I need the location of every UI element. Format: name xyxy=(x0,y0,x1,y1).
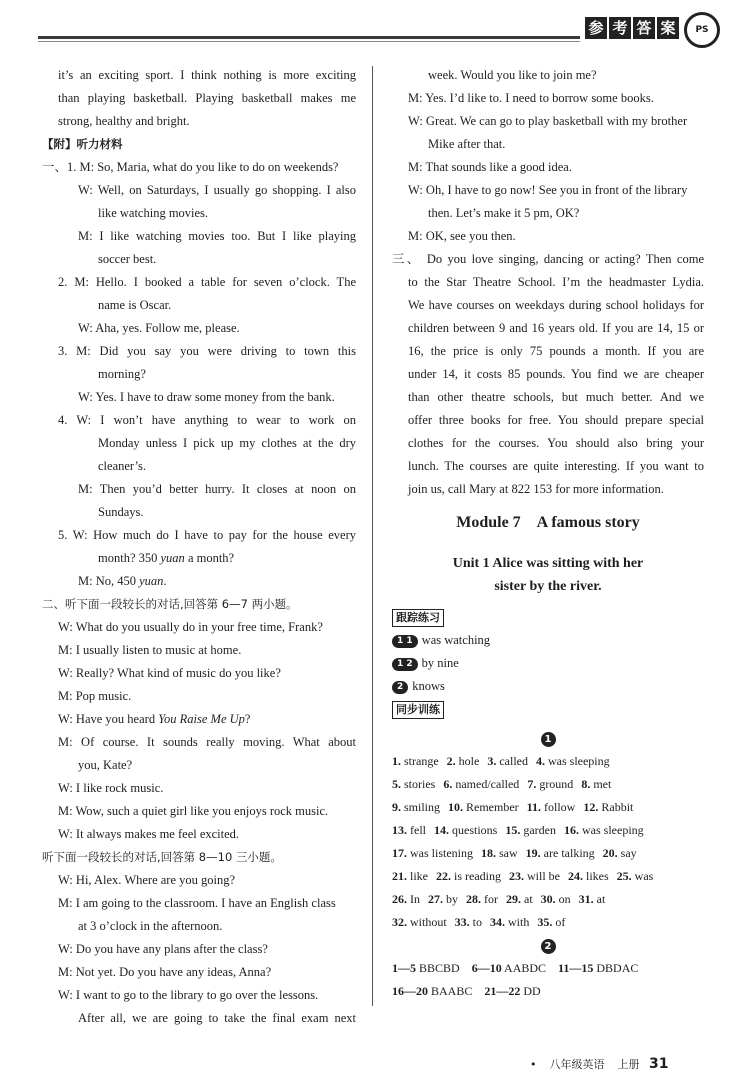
answer-number: 6—10 xyxy=(471,961,502,975)
answer-row xyxy=(392,911,704,934)
answer-number: 13. xyxy=(392,823,407,837)
text-line: M: Of course. It sounds really moving. What about xyxy=(58,735,356,749)
text-line: Monday unless I pick up my clothes at the dry xyxy=(98,436,356,450)
answer-number: 32. xyxy=(392,915,407,929)
track-num-badge: 2 xyxy=(392,681,408,694)
answer-text: Remember xyxy=(463,800,519,814)
text-line: under 14, it costs 85 pounds. You find we are cheaper xyxy=(408,367,704,381)
track-answer: by nine xyxy=(421,656,459,670)
answer-text: was xyxy=(631,869,654,883)
answer-text: was sleeping xyxy=(579,823,644,837)
answer-number: 19. xyxy=(525,846,541,860)
answer-text: fell xyxy=(407,823,426,837)
text-line: After all, we are going to take the final exam next xyxy=(78,1011,356,1025)
text-line: W: What do you usually do in your free time, Frank? xyxy=(58,620,323,634)
answer-text: at xyxy=(593,892,606,906)
track-answer: was watching xyxy=(421,633,491,647)
answer-row xyxy=(392,773,704,796)
text-line: W: Do you have any plans after the class? xyxy=(58,942,268,956)
answer-text: called xyxy=(496,754,528,768)
track-item xyxy=(392,629,704,652)
text-fragment: W: Have you heard xyxy=(58,712,156,726)
text-line: Mike after that. xyxy=(428,137,506,151)
text-line: M: That sounds like a good idea. xyxy=(408,160,572,174)
answer-number: 18. xyxy=(481,846,496,860)
answer-text: named/called xyxy=(452,777,520,791)
answer-text: with xyxy=(505,915,530,929)
answer-number: 31. xyxy=(578,892,594,906)
answer-text: on xyxy=(555,892,571,906)
answer-text: garden xyxy=(520,823,556,837)
answer-number: 20. xyxy=(602,846,618,860)
answer-text: BAABC xyxy=(428,984,473,998)
text-line: cleaner’s. xyxy=(98,459,147,473)
text-line: lunch. The courses are quite interesting. If you want to xyxy=(408,459,704,473)
text-line: W: Really? What kind of music do you like? xyxy=(58,666,281,680)
track-item xyxy=(392,652,704,675)
header-rule xyxy=(38,36,580,39)
logo-text: PS xyxy=(695,24,709,35)
text-line: week. Would you like to join me? xyxy=(428,68,597,82)
answer-row xyxy=(392,980,704,1003)
yuan-word: yuan xyxy=(160,551,185,565)
text-line: clothes for the courses. You should also bring your xyxy=(408,436,704,450)
part-one-badge: 1 xyxy=(541,732,556,747)
answer-number: 33. xyxy=(454,915,470,929)
unit-title: sister by the river. xyxy=(494,579,602,594)
text-line: offer three books for free. You should prepare special xyxy=(408,413,704,427)
answer-text: strange xyxy=(401,754,439,768)
answer-text: without xyxy=(407,915,447,929)
header-char: 参 xyxy=(585,17,607,39)
answer-number: 4. xyxy=(535,754,545,768)
answer-number: 16. xyxy=(564,823,579,837)
text-line: join us, call Mary at 822 153 for more information. xyxy=(408,482,664,496)
section-heading: 听下面一段较长的对话,回答第 8—10 三小题。 xyxy=(42,850,282,864)
text-line: 三、 Do you love singing, dancing or acting? Then come xyxy=(392,252,704,266)
text-line: W: Well, on Saturdays, I usually go shopping. I also xyxy=(78,183,356,197)
text-line: strong, healthy and bright. xyxy=(58,114,190,128)
sync-training-label: 同步训练 xyxy=(392,701,444,719)
sync-label-row xyxy=(392,698,704,721)
unit-title: Unit 1 Alice was sitting with her xyxy=(452,556,644,571)
answer-text: DBDAC xyxy=(593,961,639,975)
track-label-row xyxy=(392,606,704,629)
track-answer: knows xyxy=(412,679,445,693)
text-line xyxy=(42,570,356,593)
text-fragment: ? xyxy=(244,712,251,726)
part-two-badge: 2 xyxy=(541,939,556,954)
answer-number: 24. xyxy=(568,869,583,883)
text-line: M: Yes. I’d like to. I need to borrow some books. xyxy=(408,91,654,105)
answer-row xyxy=(392,865,704,888)
text-line: to the Star Theatre School. I’m the headmaster Lydia. xyxy=(408,275,704,289)
publisher-logo-icon xyxy=(684,12,720,48)
text-line: like watching movies. xyxy=(98,206,209,220)
track-num-badge: 1 1 xyxy=(392,635,418,648)
answer-row xyxy=(392,819,704,842)
answer-text: like xyxy=(407,869,428,883)
text-line: 16, the price is only 75 pounds a month. If you are xyxy=(408,344,704,358)
answer-number: 11. xyxy=(526,800,542,814)
footer-grade: 八年级英语 xyxy=(549,1058,605,1071)
left-column xyxy=(42,64,356,1030)
answer-text: questions xyxy=(449,823,498,837)
text-line: morning? xyxy=(98,367,146,381)
header-char: 考 xyxy=(609,17,631,39)
track-practice-label: 跟踪练习 xyxy=(392,609,444,627)
answer-number: 12. xyxy=(583,800,599,814)
part-number xyxy=(392,934,704,957)
text-fragment: a month? xyxy=(187,551,235,565)
answer-number: 5. xyxy=(392,777,401,791)
text-line: W: I want to go to the library to go over the lessons. xyxy=(58,988,319,1002)
answer-number: 28. xyxy=(466,892,481,906)
text-line: 5. W: How much do I have to pay for the house every xyxy=(58,528,356,542)
text-line: M: I am going to the classroom. I have an English class xyxy=(58,896,336,910)
answer-number: 29. xyxy=(506,892,521,906)
answer-number: 34. xyxy=(490,915,506,929)
answer-text: to xyxy=(469,915,483,929)
answer-number: 35. xyxy=(537,915,553,929)
text-line xyxy=(42,547,356,570)
section-heading: 二、听下面一段较长的对话,回答第 6—7 两小题。 xyxy=(42,597,298,611)
answer-text: AABDC xyxy=(501,961,547,975)
answer-text: was sleeping xyxy=(544,754,610,768)
answer-number: 8. xyxy=(581,777,591,791)
answer-number: 6. xyxy=(443,777,453,791)
footer-volume: 上册 xyxy=(617,1058,640,1071)
answer-number: 26. xyxy=(392,892,407,906)
text-line: soccer best. xyxy=(98,252,157,266)
text-line: children between 9 and 16 years old. If you are 14, 15 or xyxy=(408,321,704,335)
part-number xyxy=(392,727,704,750)
text-line: M: OK, see you then. xyxy=(408,229,516,243)
text-line: W: I like rock music. xyxy=(58,781,164,795)
text-line: than playing basketball. Playing basketball makes me xyxy=(58,91,356,105)
part2-answers xyxy=(392,957,704,1003)
answer-text: likes xyxy=(583,869,609,883)
answer-number: 14. xyxy=(434,823,449,837)
answer-text: saw xyxy=(496,846,518,860)
text-line: M: I like watching movies too. But I like playing xyxy=(78,229,356,243)
answer-text: is reading xyxy=(451,869,501,883)
answer-row xyxy=(392,888,704,911)
answer-row xyxy=(392,957,704,980)
answer-number: 1—5 xyxy=(392,961,416,975)
text-line: M: Then you’d better hurry. It closes at noon on xyxy=(78,482,356,496)
text-line: W: Yes. I have to draw some money from the bank. xyxy=(78,390,335,404)
text-line: name is Oscar. xyxy=(98,298,172,312)
text-line: then. Let’s make it 5 pm, OK? xyxy=(428,206,580,220)
text-line: M: Pop music. xyxy=(58,689,132,703)
answer-text: In xyxy=(407,892,420,906)
yuan-word: yuan xyxy=(139,574,164,588)
answer-text: DD xyxy=(520,984,541,998)
text-line: at 3 o’clock in the afternoon. xyxy=(78,919,223,933)
text-line: W: Aha, yes. Follow me, please. xyxy=(78,321,240,335)
text-line: 4. W: I won’t have anything to wear to work on xyxy=(58,413,356,427)
module-title: Module 7 A famous story xyxy=(456,514,640,531)
answer-text: Rabbit xyxy=(598,800,634,814)
answer-number: 11—15 xyxy=(558,961,594,975)
header-rule-thin xyxy=(38,41,580,42)
text-line: W: Oh, I have to go now! See you in front of the library xyxy=(408,183,688,197)
text-line: M: I usually listen to music at home. xyxy=(58,643,242,657)
answer-text: met xyxy=(590,777,612,791)
text-line: W: It always makes me feel excited. xyxy=(58,827,240,841)
track-item xyxy=(392,675,704,698)
answer-number: 1. xyxy=(392,754,401,768)
answer-number: 3. xyxy=(487,754,497,768)
answer-number: 25. xyxy=(616,869,632,883)
answer-number: 15. xyxy=(505,823,521,837)
answer-row xyxy=(392,750,704,773)
part1-answers xyxy=(392,750,704,934)
answer-number: 27. xyxy=(428,892,443,906)
answer-number: 23. xyxy=(509,869,524,883)
answer-text: of xyxy=(552,915,566,929)
answer-text: for xyxy=(481,892,498,906)
text-fragment: . xyxy=(163,574,167,588)
answer-number: 7. xyxy=(527,777,537,791)
text-line: W: Great. We can go to play basketball with my brother xyxy=(408,114,688,128)
answer-text: are talking xyxy=(540,846,595,860)
header-char: 答 xyxy=(633,17,655,39)
text-line: M: Not yet. Do you have any ideas, Anna? xyxy=(58,965,272,979)
answer-number: 21—22 xyxy=(484,984,521,998)
appendix-label: 【附】听力材料 xyxy=(42,137,123,151)
answer-text: was listening xyxy=(407,846,473,860)
answer-text: at xyxy=(521,892,533,906)
header-title xyxy=(585,17,681,39)
text-line: We have courses on weekdays during school holidays for xyxy=(408,298,704,312)
footer-dot: • xyxy=(530,1058,537,1071)
answer-number: 10. xyxy=(448,800,464,814)
text-line: it’s an exciting sport. I think nothing is more exciting xyxy=(58,68,356,82)
text-line: 2. M: Hello. I booked a table for seven o’clock. The xyxy=(58,275,356,289)
text-fragment: M: No, 450 xyxy=(78,574,136,588)
answer-number: 17. xyxy=(392,846,407,860)
answer-row xyxy=(392,796,704,819)
text-line: M: Wow, such a quiet girl like you enjoys rock music. xyxy=(58,804,329,818)
answer-row xyxy=(392,842,704,865)
text-line: 3. M: Did you say you were driving to town this xyxy=(58,344,356,358)
answer-number: 16—20 xyxy=(392,984,428,998)
text-line: Sundays. xyxy=(98,505,144,519)
answer-text: stories xyxy=(401,777,436,791)
answer-text: follow xyxy=(541,800,576,814)
text-line: 一、1. M: So, Maria, what do you like to do on weekends? xyxy=(42,160,339,174)
answer-number: 2. xyxy=(446,754,456,768)
text-line xyxy=(42,708,356,731)
header-char: 案 xyxy=(657,17,679,39)
answer-text: will be xyxy=(524,869,560,883)
right-column xyxy=(392,64,704,1003)
answer-text: smiling xyxy=(401,800,441,814)
track-num-badge: 1 2 xyxy=(392,658,418,671)
answer-text: ground xyxy=(536,777,574,791)
column-divider xyxy=(372,66,373,1006)
answer-number: 9. xyxy=(392,800,401,814)
answer-text: by xyxy=(443,892,458,906)
text-line: than other theatre schools, but much better. And we xyxy=(408,390,704,404)
answer-number: 22. xyxy=(436,869,451,883)
answer-number: 30. xyxy=(540,892,556,906)
page-footer xyxy=(530,1055,668,1073)
text-fragment: month? 350 xyxy=(98,551,158,565)
text-line: you, Kate? xyxy=(78,758,133,772)
answer-number: 21. xyxy=(392,869,407,883)
answer-text: BBCBD xyxy=(416,961,460,975)
song-title: You Raise Me Up xyxy=(158,712,245,726)
page-number: 31 xyxy=(649,1056,669,1072)
text-line: W: Hi, Alex. Where are you going? xyxy=(58,873,236,887)
answer-text: say xyxy=(617,846,637,860)
answer-text: hole xyxy=(455,754,480,768)
